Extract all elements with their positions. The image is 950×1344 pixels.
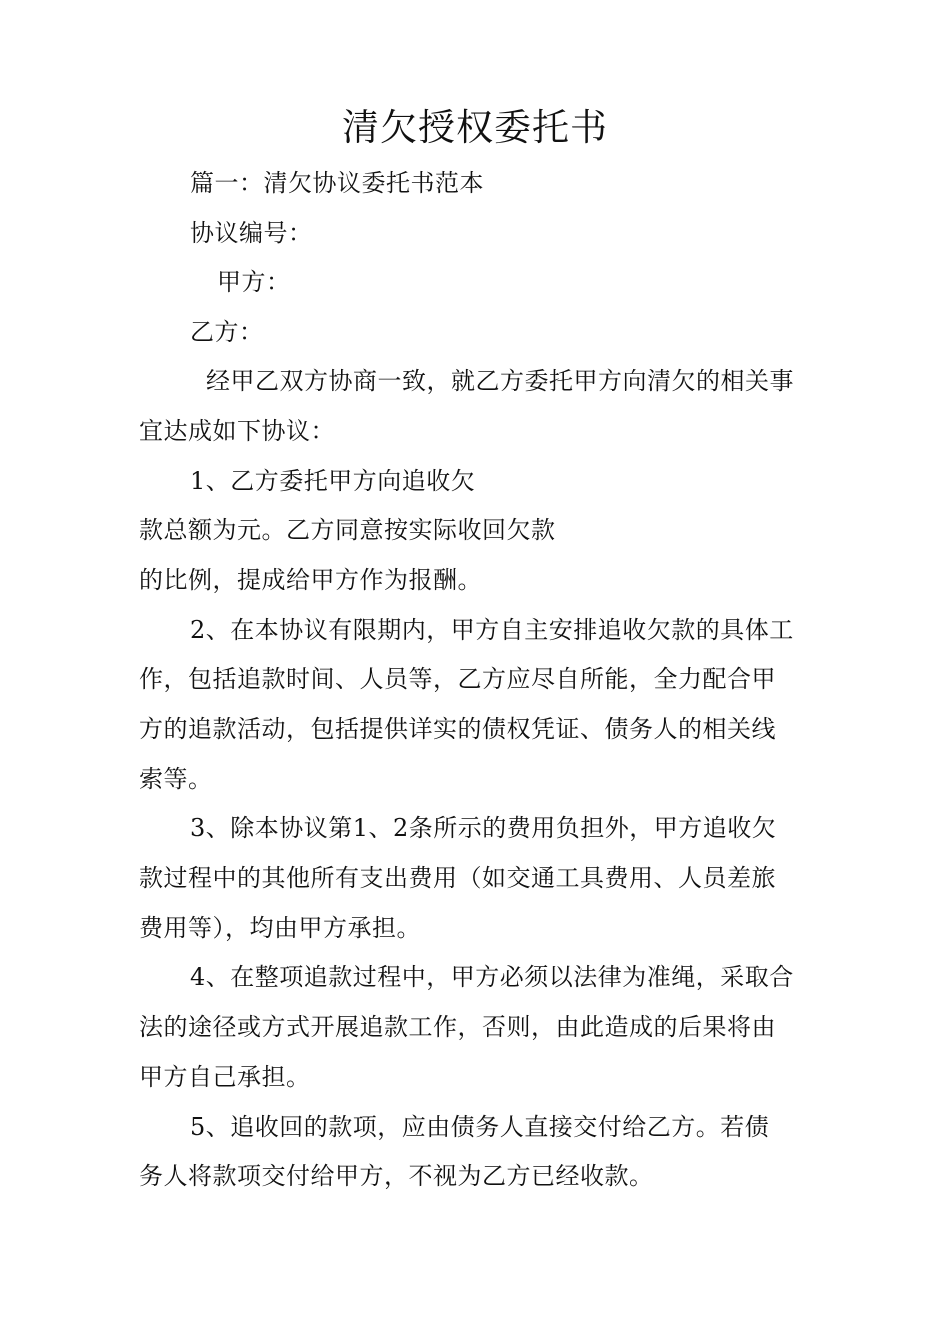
- clause-3-line: 款过程中的其他所有支出费用（如交通工具费用、人员差旅: [139, 864, 776, 892]
- agreement-number-label: 协议编号：: [190, 219, 313, 247]
- clause-1-line: 款总额为元。乙方同意按实际收回欠款: [139, 516, 556, 544]
- party-a-label: 甲方：: [217, 268, 291, 296]
- clause-4-line: 甲方自己承担。: [139, 1063, 311, 1091]
- party-b-label: 乙方：: [190, 318, 264, 346]
- intro-line: 宜达成如下协议：: [139, 417, 335, 445]
- clause-2-line: 2、在本协议有限期内，甲方自主安排追收欠款的具体工: [190, 616, 794, 644]
- clause-4-line: 法的途径或方式开展追款工作，否则，由此造成的后果将由: [139, 1013, 776, 1041]
- clause-5-line: 5、追收回的款项，应由债务人直接交付给乙方。若债: [190, 1113, 770, 1141]
- intro-line: 经甲乙双方协商一致，就乙方委托甲方向清欠的相关事: [206, 367, 794, 395]
- document-title: 清欠授权委托书: [342, 106, 608, 149]
- clause-1-line: 1、乙方委托甲方向追收欠: [190, 467, 476, 495]
- clause-2-line: 方的追款活动，包括提供详实的债权凭证、债务人的相关线: [139, 715, 776, 743]
- clause-1-line: 的比例，提成给甲方作为报酬。: [139, 566, 482, 594]
- clause-3-line: 3、除本协议第1、2条所示的费用负担外，甲方追收欠: [190, 814, 777, 842]
- clause-5-line: 务人将款项交付给甲方，不视为乙方已经收款。: [139, 1162, 654, 1190]
- clause-4-line: 4、在整项追款过程中，甲方必须以法律为准绳，采取合: [190, 963, 794, 991]
- clause-2-line: 作，包括追款时间、人员等，乙方应尽自所能，全力配合甲: [139, 665, 776, 693]
- clause-2-line: 索等。: [139, 765, 213, 793]
- section-heading: 篇一：清欠协议委托书范本: [190, 169, 484, 197]
- clause-3-line: 费用等），均由甲方承担。: [139, 914, 421, 942]
